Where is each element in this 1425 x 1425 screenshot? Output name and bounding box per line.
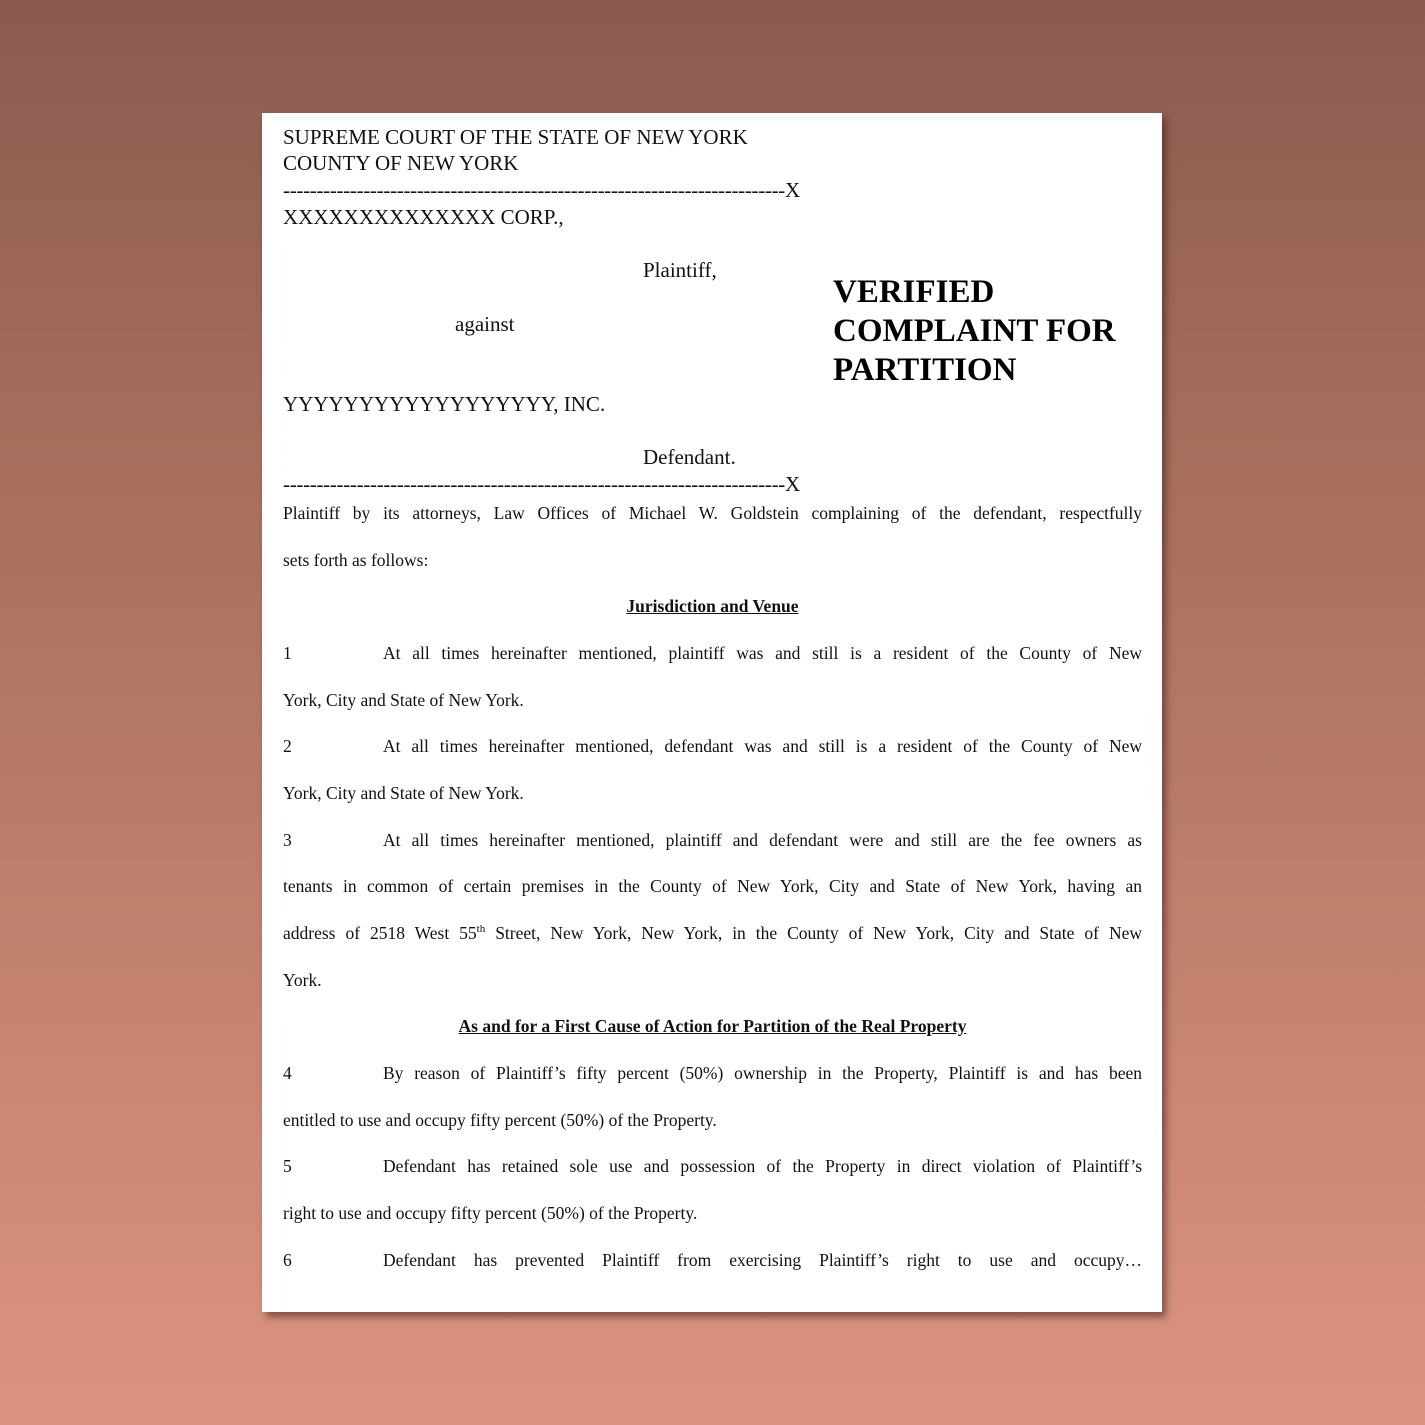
paragraph-3-cont-1: tenants in common of certain premises in the County of New York, City and State of New York, having an [283,876,1142,896]
paragraph-text: At all times hereinafter mentioned, defendant was and still is a resident of the County of New [383,736,1142,756]
court-name: SUPREME COURT OF THE STATE OF NEW YORK [283,125,748,149]
paragraph-number: 4 [283,1063,292,1083]
paragraph-4 [283,1062,1142,1084]
paragraph-1-cont: York, City and State of New York. [283,690,524,710]
document-page [262,113,1162,1312]
paragraph-4-cont: entitled to use and occupy fifty percent (50%) of the Property. [283,1110,717,1130]
ordinal-suffix: th [476,923,486,936]
paragraph-3 [283,829,1142,851]
title-line-1: VERIFIED [833,274,995,310]
plaintiff-name: XXXXXXXXXXXXXX CORP., [283,205,564,229]
paragraph-number: 5 [283,1156,292,1176]
paragraph-5-cont: right to use and occupy fifty percent (50%) of the Property. [283,1203,698,1223]
paragraph-6 [283,1249,1142,1271]
section-heading-jurisdiction: Jurisdiction and Venue [626,596,799,616]
paragraph-2 [283,735,1142,757]
paragraph-number: 2 [283,736,292,756]
paragraph-3-cont-3: York. [283,970,322,990]
caption-divider-top: ---------------------------------------------------------------------------X [283,178,800,202]
paragraph-number: 6 [283,1250,292,1270]
defendant-name: YYYYYYYYYYYYYYYYYY, INC. [283,392,606,416]
paragraph-5 [283,1155,1142,1177]
intro-line-2: sets forth as follows: [283,550,429,570]
plaintiff-role: Plaintiff, [643,258,717,282]
caption-divider-bottom: ---------------------------------------------------------------------------X [283,472,800,496]
section-heading-first-cause: As and for a First Cause of Action for Partition of the Real Property [458,1016,967,1036]
paragraph-text: By reason of Plaintiff’s fifty percent (50%) ownership in the Property, Plaintiff is and has been [383,1063,1142,1083]
paragraph-number: 1 [283,643,292,663]
paragraph-1 [283,642,1142,664]
county-name: COUNTY OF NEW YORK [283,151,519,175]
document-title [833,273,1153,390]
paragraph-text: Defendant has prevented Plaintiff from exercising Plaintiff’s right to use and occupy… [383,1250,1142,1270]
paragraph-text: At all times hereinafter mentioned, plaintiff and defendant were and still are the fee owners as [383,830,1142,850]
versus-label: against [455,312,515,336]
address-text: address of 2518 West 55 [283,923,477,943]
defendant-role: Defendant. [643,445,736,469]
paragraph-text: Defendant has retained sole use and possession of the Property in direct violation of Plaintiff’s [383,1156,1142,1176]
paragraph-3-cont-2 [283,922,1142,944]
paragraph-number: 3 [283,830,292,850]
paragraph-text: At all times hereinafter mentioned, plaintiff was and still is a resident of the County of New [383,643,1142,663]
paragraph-2-cont: York, City and State of New York. [283,783,524,803]
title-line-3: PARTITION [833,352,1017,388]
title-line-2: COMPLAINT FOR [833,313,1116,349]
address-text-rest: Street, New York, New York, in the County of New York, City and State of New [485,923,1142,943]
intro-line-1: Plaintiff by its attorneys, Law Offices of Michael W. Goldstein complaining of the defendant, respectfully [283,503,1142,523]
